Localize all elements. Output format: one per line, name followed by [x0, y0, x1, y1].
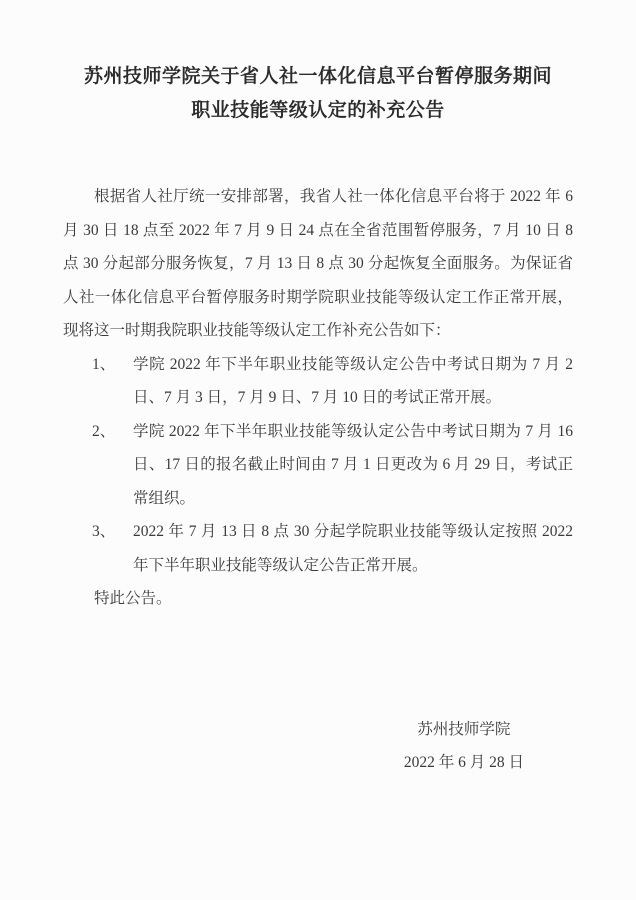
paragraph-line: 现将这一时期我院职业技能等级认定工作补充公告如下：	[63, 322, 451, 339]
document-body	[63, 180, 573, 616]
paragraph-line: 根据省人社厅统一安排部署，我省人社一体化信息平台将于 2022 年 6	[94, 188, 573, 205]
list-item-line: 学院 2022 年下半年职业技能等级认定公告中考试日期为 7 月 16	[133, 422, 573, 440]
list-item-1	[63, 348, 573, 415]
list-item-number: 3、	[92, 523, 116, 540]
list-item-line: 年下半年职业技能等级认定公告正常开展。	[133, 556, 428, 574]
list-item-3	[63, 515, 573, 582]
document-title-line-2: 职业技能等级认定的补充公告	[191, 100, 445, 121]
list-item-line: 学院 2022 年下半年职业技能等级认定公告中考试日期为 7 月 2	[133, 355, 573, 373]
list-item-2	[63, 415, 573, 516]
list-item-number: 1、	[92, 355, 116, 373]
paragraph-line: 人社一体化信息平台暂停服务时期学院职业技能等级认定工作正常开展，	[63, 288, 573, 306]
closing-statement: 特此公告。	[94, 590, 172, 607]
signature-block	[404, 713, 524, 780]
list-item-line: 常组织。	[133, 489, 196, 507]
document-title-line-1: 苏州技师学院关于省人社一体化信息平台暂停服务期间	[83, 66, 552, 87]
intro-paragraph	[63, 180, 573, 348]
list-item-line: 2022 年 7 月 13 日 8 点 30 分起学院职业技能等级认定按照 2022	[133, 523, 573, 540]
document-title	[63, 0, 573, 128]
list-item-number: 2、	[92, 422, 116, 440]
list-item-line: 日、17 日的报名截止时间由 7 月 1 日更改为 6 月 29 日，考试正	[133, 456, 573, 473]
signature-org: 苏州技师学院	[417, 720, 511, 738]
list-item-line: 日、7 月 3 日，7 月 9 日、7 月 10 日的考试正常开展。	[133, 389, 502, 406]
paragraph-line: 月 30 日 18 点至 2022 年 7 月 9 日 24 点在全省范围暂停服务，7 月 10 日 8	[63, 221, 573, 239]
paragraph-line: 点 30 分起部分服务恢复，7 月 13 日 8 点 30 分起恢复全面服务。为保证省	[63, 255, 573, 272]
signature-date: 2022 年 6 月 28 日	[403, 754, 524, 771]
